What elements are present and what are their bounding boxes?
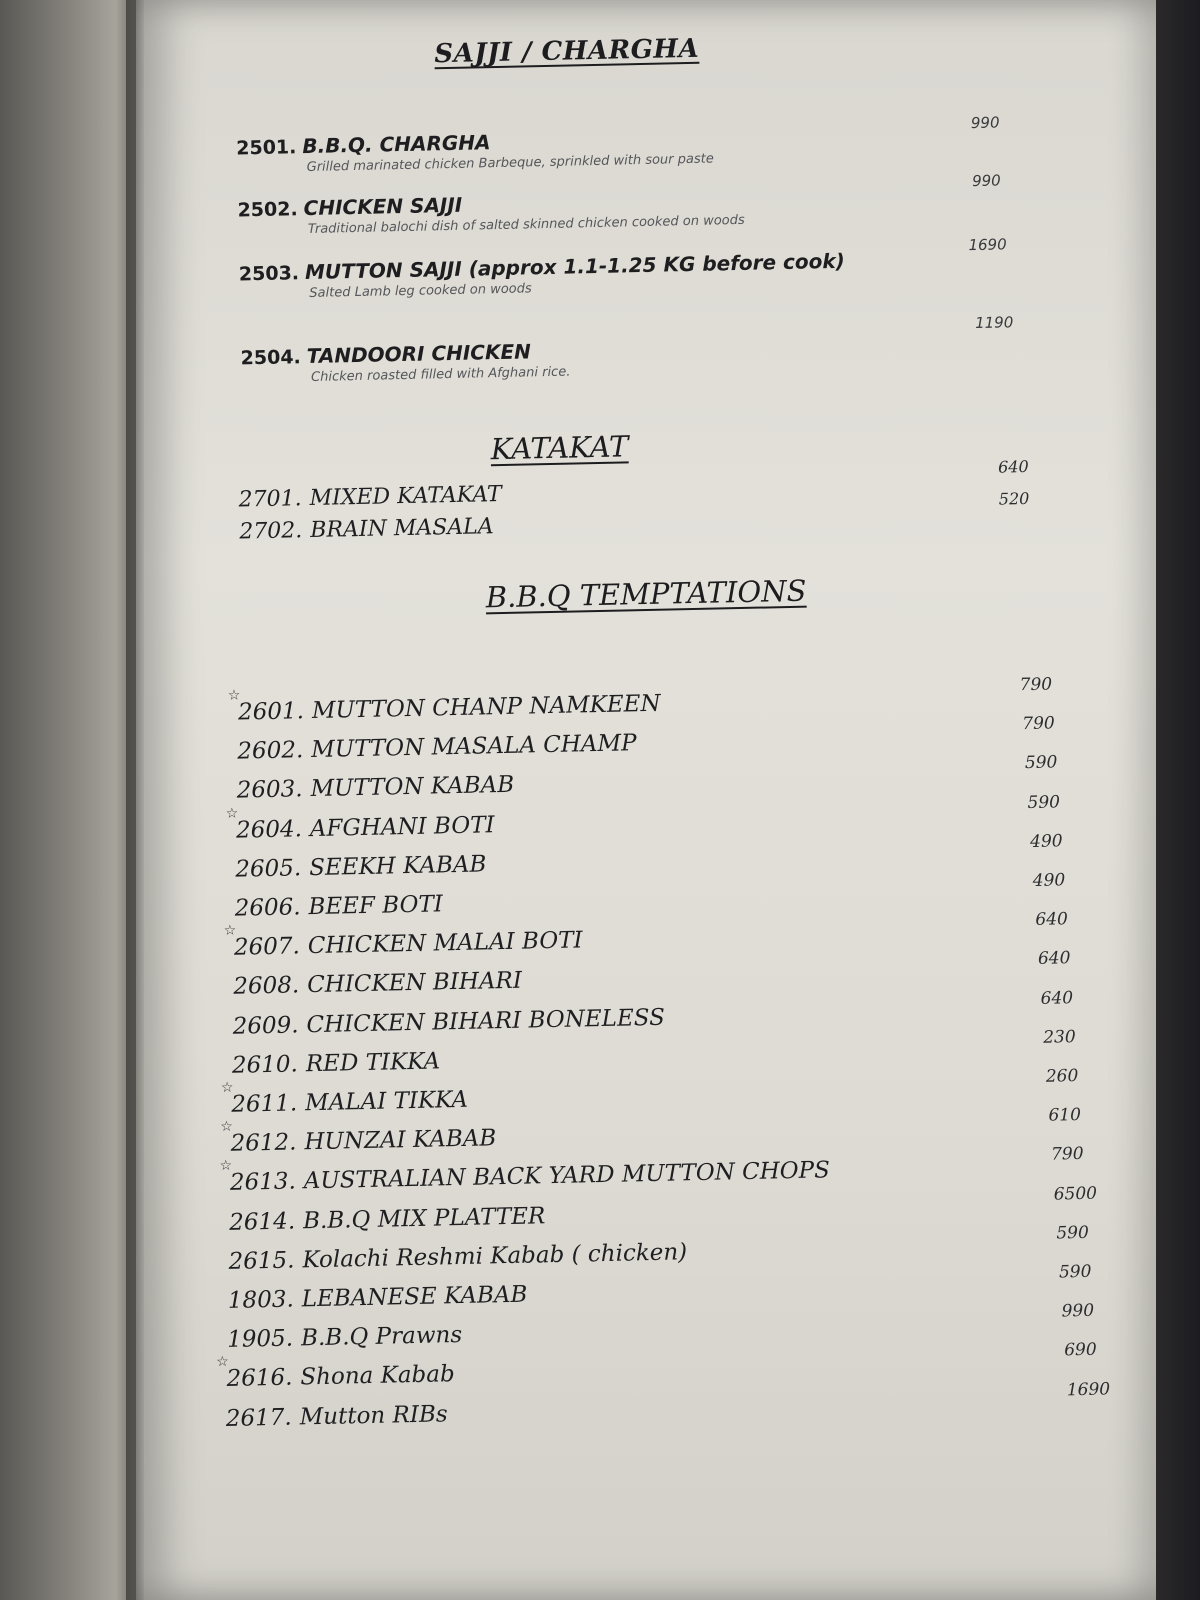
menu-item [219, 1157, 831, 1197]
item-price: 790 [1019, 674, 1053, 696]
item-code: 2601. [237, 698, 305, 726]
item-description: Grilled marinated chicken Barbeque, sprinkled with sour paste [306, 151, 714, 176]
item-code: 2605. [235, 855, 302, 883]
item-code: 2616. [226, 1364, 293, 1393]
item-price: 690 [1064, 1340, 1097, 1361]
item-price: 790 [1050, 1144, 1084, 1166]
menu-item [228, 1239, 687, 1275]
item-price: 490 [1032, 870, 1066, 891]
star-icon: ☆ [219, 1158, 233, 1175]
item-price: 640 [1040, 987, 1074, 1009]
item-name: Shona Kabab [300, 1361, 455, 1391]
star-icon: ☆ [216, 1354, 229, 1371]
item-description: Traditional balochi dish of salted skinned chicken cooked on woods [307, 212, 745, 237]
item-name: MUTTON CHANP NAMKEEN [311, 690, 661, 725]
item-name: AFGHANI BOTI [309, 811, 495, 842]
star-icon: ☆ [220, 1079, 234, 1096]
item-price: 640 [1037, 948, 1071, 970]
menu-item [229, 1203, 546, 1236]
menu-item [220, 1118, 497, 1157]
item-price: 590 [1027, 791, 1061, 813]
menu-item [216, 1354, 455, 1393]
item-description: Chicken roasted filled with Afghani rice. [310, 364, 571, 385]
menu-item [226, 1401, 448, 1432]
item-code: 1803. [227, 1286, 295, 1314]
item-code: 2609. [232, 1011, 299, 1040]
item-price: 640 [1035, 909, 1069, 931]
item-name: B.B.Q. CHARGHA [302, 130, 491, 159]
item-code: 2603. [236, 776, 303, 804]
item-price: 590 [1056, 1222, 1090, 1244]
item-price: 990 [970, 113, 1000, 133]
star-icon: ☆ [223, 922, 237, 940]
item-code: 2602. [237, 737, 304, 765]
section-title-sajji: SAJJI / CHARGHA [434, 33, 700, 70]
item-code: 2612. [230, 1129, 297, 1157]
item-code: 2701. [238, 486, 302, 513]
item-name: TANDOORI CHICKEN [306, 339, 532, 369]
item-name: B.B.Q Prawns [300, 1322, 463, 1352]
section-title-bbq: B.B.Q TEMPTATIONS [485, 573, 807, 615]
item-name: CHICKEN MALAI BOTI [307, 927, 583, 960]
menu-item [237, 187, 745, 239]
item-name: B.B.Q MIX PLATTER [302, 1202, 546, 1234]
item-name: BEEF BOTI [308, 891, 444, 921]
item-price: 1690 [968, 235, 1007, 255]
item-price: 520 [998, 488, 1030, 509]
item-price: 1190 [974, 313, 1014, 333]
menu-item [239, 249, 846, 303]
item-code: 2610. [231, 1051, 299, 1079]
menu-item [232, 1048, 441, 1078]
item-name: BRAIN MASALA [310, 514, 494, 544]
item-code: 2617. [225, 1404, 292, 1432]
item-code: 2611. [231, 1090, 298, 1118]
item-code: 2702. [239, 518, 303, 545]
item-code: 2502. [237, 198, 298, 222]
item-code: 2604. [235, 815, 303, 844]
item-price: 490 [1029, 831, 1063, 852]
item-price: 590 [1024, 752, 1058, 774]
item-price: 230 [1043, 1026, 1076, 1048]
item-price: 6500 [1053, 1183, 1098, 1205]
item-name: Mutton RIBs [299, 1400, 448, 1431]
menu-item [225, 805, 495, 844]
menu-item [227, 1322, 462, 1353]
star-icon: ☆ [220, 1118, 233, 1136]
item-name: SEEKH KABAB [308, 851, 487, 881]
item-price: 260 [1045, 1066, 1079, 1087]
item-price: 790 [1022, 713, 1055, 735]
item-name: RED TIKKA [305, 1048, 441, 1078]
menu-item [235, 851, 487, 882]
menu-item [220, 1079, 469, 1118]
item-code: 2606. [234, 894, 301, 922]
item-code: 2608. [233, 972, 300, 1001]
item-name: CHICKEN SAJJI [303, 192, 463, 221]
item-description: Salted Lamb leg cooked on woods [309, 281, 532, 301]
item-name: MUTTON MASALA CHAMP [310, 730, 637, 764]
item-name: CHICKEN BIHARI BONELESS [306, 1004, 666, 1038]
item-name: MUTTON SAJJI (approx 1.1-1.25 KG before cook) [304, 248, 846, 285]
menu-item [238, 482, 502, 513]
menu-item [234, 891, 443, 921]
item-name: CHICKEN BIHARI [306, 968, 523, 999]
menu-item [233, 968, 522, 1000]
item-price: 610 [1048, 1105, 1082, 1126]
item-code: 2504. [240, 346, 302, 370]
item-code: 1905. [226, 1325, 294, 1354]
menu-item [236, 772, 514, 804]
item-name: Kolachi Reshmi Kabab ( chicken) [302, 1239, 688, 1274]
item-name: MUTTON KABAB [310, 772, 515, 803]
item-code: 2607. [233, 933, 301, 961]
item-code: 2613. [229, 1168, 297, 1197]
item-name: LEBANESE KABAB [301, 1281, 528, 1313]
menu-item [239, 514, 494, 544]
item-name: HUNZAI KABAB [304, 1125, 497, 1156]
item-price: 640 [997, 456, 1029, 477]
item-name: AUSTRALIAN BACK YARD MUTTON CHOPS [303, 1157, 831, 1195]
menu-item [227, 687, 661, 726]
item-price: 590 [1058, 1261, 1092, 1283]
item-code: 2615. [228, 1247, 295, 1275]
menu-item [240, 339, 570, 387]
menu-item [237, 730, 637, 764]
item-name: MALAI TIKKA [304, 1086, 469, 1117]
item-price: 990 [1061, 1300, 1095, 1322]
item-price: 1690 [1066, 1379, 1111, 1400]
item-code: 2501. [236, 136, 297, 160]
menu-item [228, 1282, 528, 1314]
menu-item [223, 922, 583, 961]
star-icon: ☆ [225, 805, 239, 822]
menu-item [232, 1004, 665, 1039]
menu-item [236, 125, 714, 176]
item-code: 2614. [228, 1208, 296, 1236]
section-title-katakat: KATAKAT [490, 429, 629, 467]
item-name: MIXED KATAKAT [309, 481, 502, 512]
item-price: 990 [971, 171, 1001, 191]
item-code: 2503. [238, 262, 300, 286]
star-icon: ☆ [227, 687, 241, 704]
